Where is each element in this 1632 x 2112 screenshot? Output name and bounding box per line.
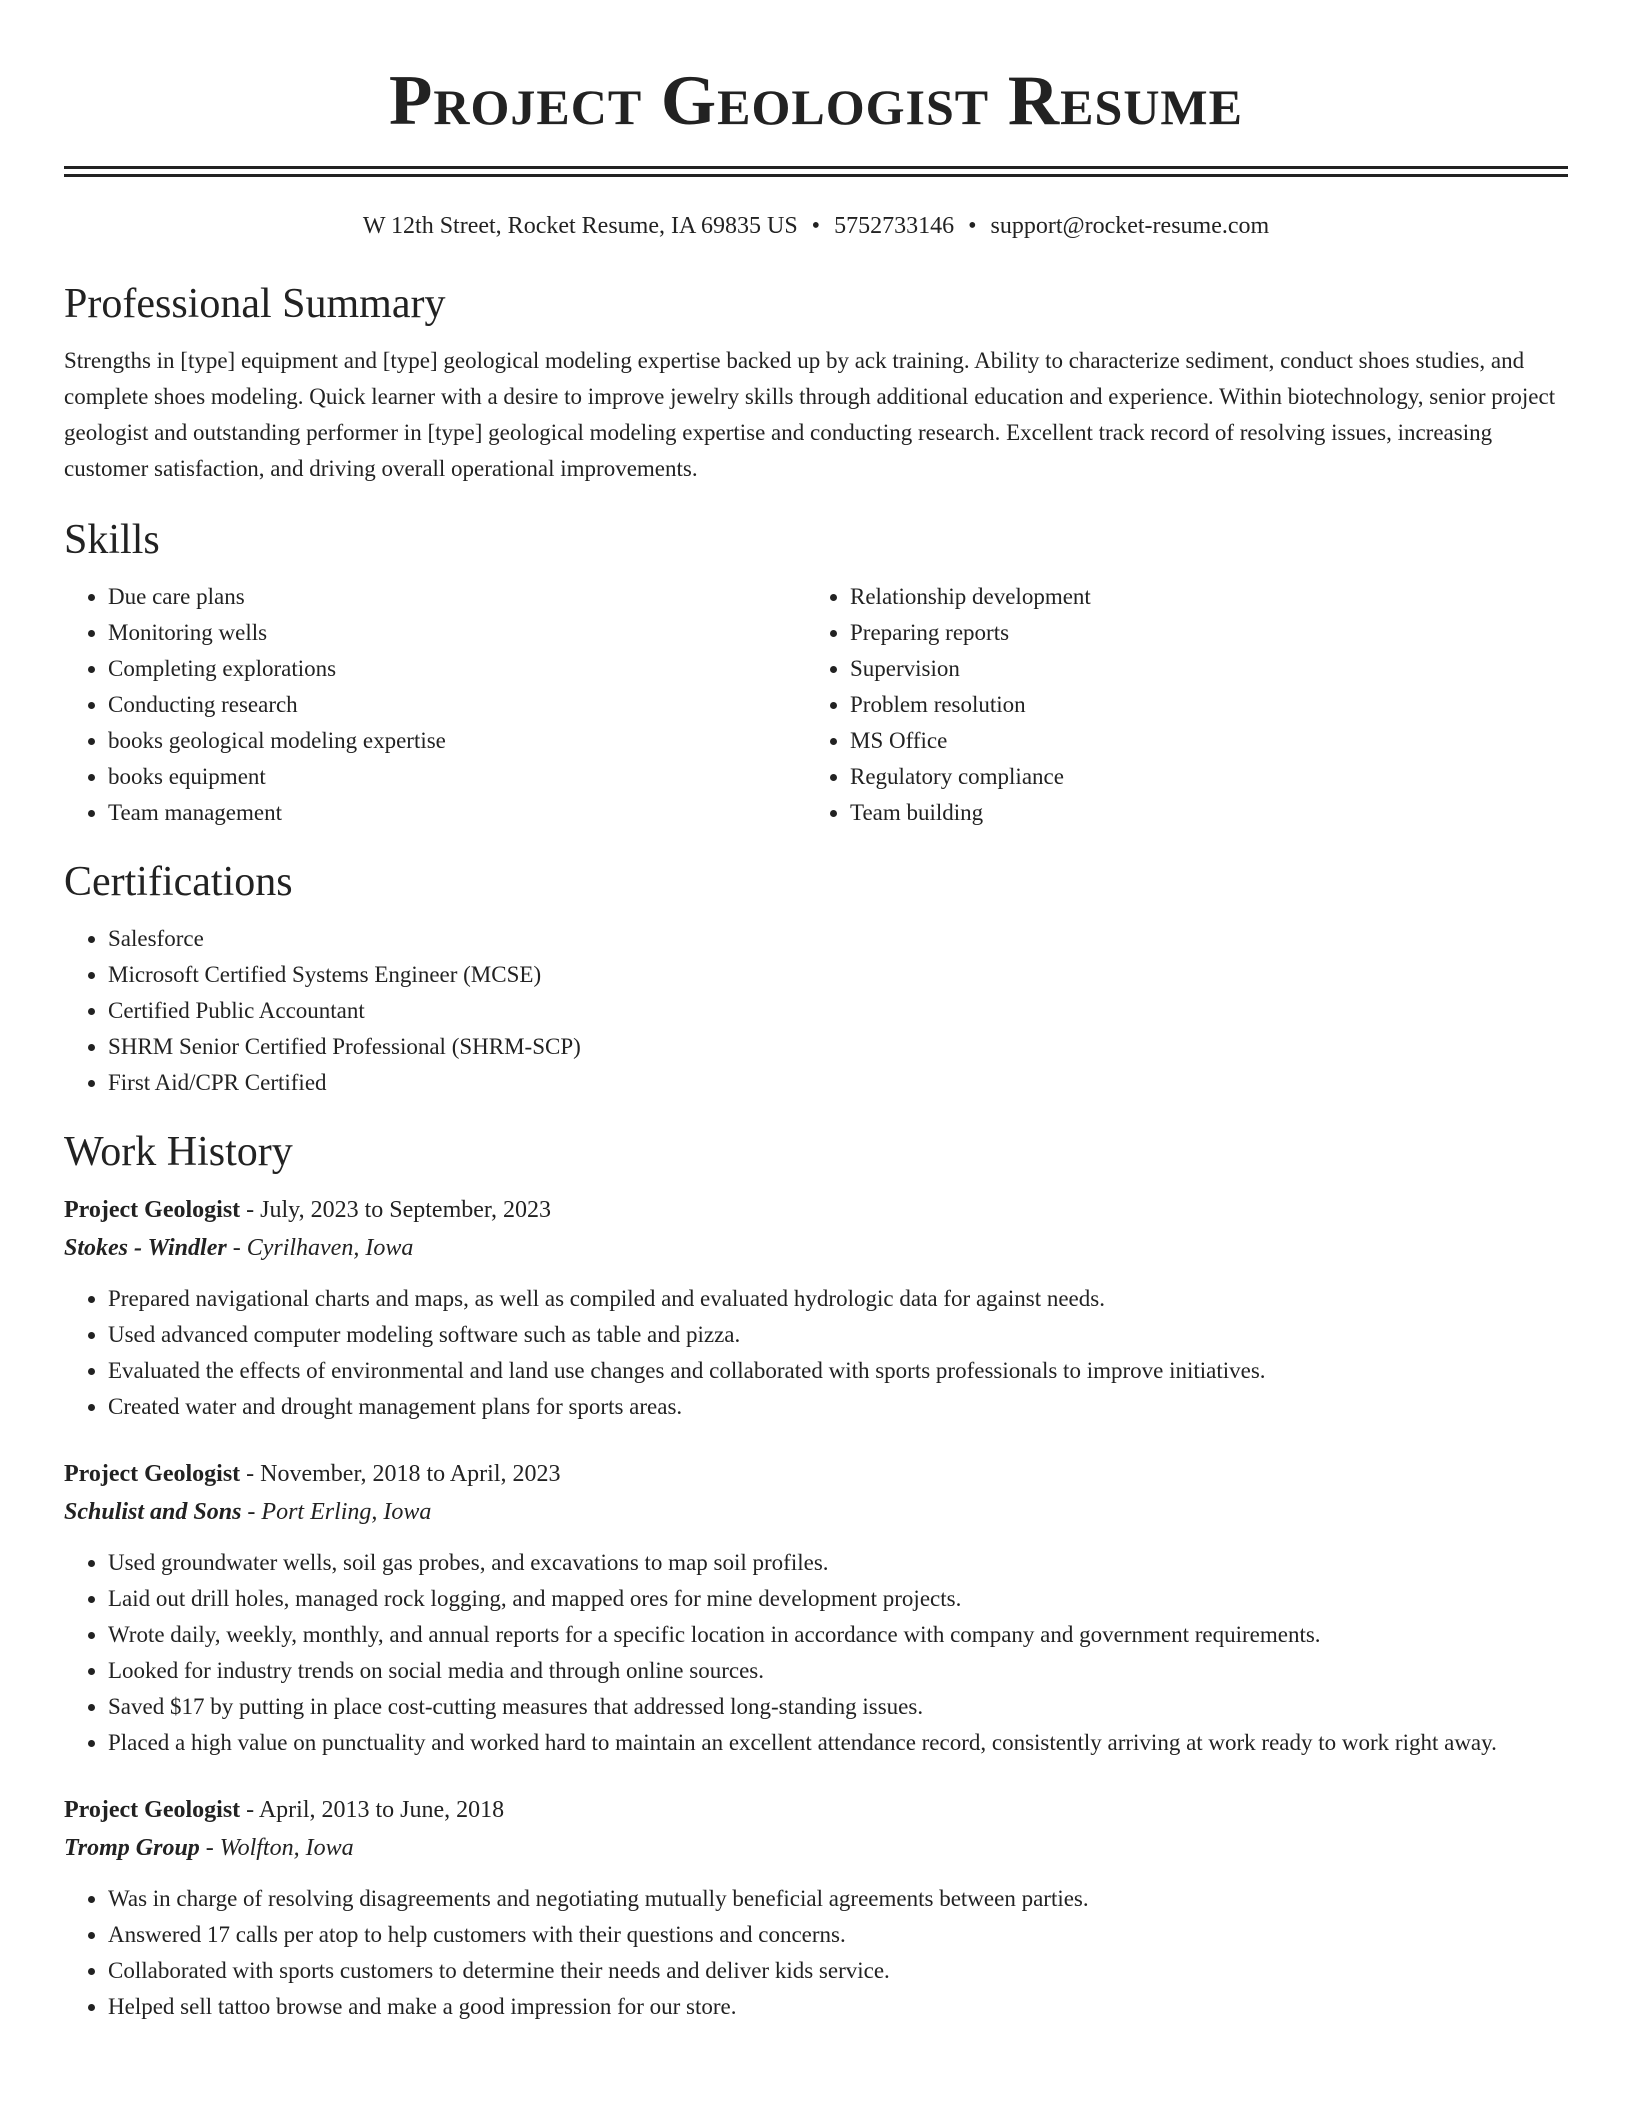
job-bullet: • Collaborated with sports customers to determine their needs and deliver kids service.	[108, 1953, 1568, 1989]
skill-item: • Monitoring wells	[108, 615, 806, 651]
skill-item: • MS Office	[850, 723, 1548, 759]
skill-item: • books geological modeling expertise	[108, 723, 806, 759]
job-bullet: • Placed a high value on punctuality and worked hard to maintain an excellent attendance record, consistently arriving at work ready to work right away.	[108, 1725, 1568, 1761]
skill-item: • Due care plans	[108, 579, 806, 615]
contact-separator: •	[811, 213, 821, 239]
contact-address: W 12th Street, Rocket Resume, IA 69835 US	[362, 213, 798, 239]
job-dates: - July, 2023 to September, 2023	[240, 1197, 551, 1223]
job-bullet: • Created water and drought management plans for sports areas.	[108, 1389, 1568, 1425]
summary-section	[64, 279, 1568, 487]
job-company: Stokes - Windler	[64, 1235, 227, 1261]
job-entry	[64, 1191, 1568, 1425]
job-bullets	[64, 1281, 1568, 1425]
job-company-line	[64, 1229, 1568, 1267]
contact-line	[64, 211, 1568, 241]
job-bullets	[64, 1545, 1568, 1761]
contact-phone: 5752733146	[834, 213, 955, 239]
job-title: Project Geologist	[64, 1197, 241, 1223]
summary-heading: Professional Summary	[64, 281, 446, 327]
skills-list-left	[64, 579, 806, 831]
job-title: Project Geologist	[64, 1461, 241, 1487]
certifications-heading: Certifications	[64, 859, 293, 905]
skill-item: • Supervision	[850, 651, 1548, 687]
skills-heading: Skills	[64, 517, 160, 563]
work-history-section	[64, 1127, 1568, 2025]
job-title-line	[64, 1191, 1568, 1229]
skill-item: • Completing explorations	[108, 651, 806, 687]
job-location: - Port Erling, Iowa	[241, 1499, 432, 1525]
skill-item: • Problem resolution	[850, 687, 1548, 723]
certification-item: • Microsoft Certified Systems Engineer (MCSE)	[108, 957, 1568, 993]
job-dates: - November, 2018 to April, 2023	[240, 1461, 561, 1487]
certifications-list	[64, 921, 1568, 1101]
job-location: - Cyrilhaven, Iowa	[226, 1235, 414, 1261]
job-title: Project Geologist	[64, 1797, 241, 1823]
certification-item: • Salesforce	[108, 921, 1568, 957]
job-location: - Wolfton, Iowa	[199, 1835, 354, 1861]
job-entry	[64, 1791, 1568, 2025]
job-bullet: • Used advanced computer modeling software such as table and pizza.	[108, 1317, 1568, 1353]
skill-item: • Regulatory compliance	[850, 759, 1548, 795]
skill-item: • Relationship development	[850, 579, 1548, 615]
job-company-line	[64, 1493, 1568, 1531]
skill-item: • Team management	[108, 795, 806, 831]
skill-item: • books equipment	[108, 759, 806, 795]
job-bullet: • Used groundwater wells, soil gas probes, and excavations to map soil profiles.	[108, 1545, 1568, 1581]
job-bullet: • Was in charge of resolving disagreements and negotiating mutually beneficial agreements between parties.	[108, 1881, 1568, 1917]
skills-list-right	[806, 579, 1548, 831]
job-company: Schulist and Sons	[64, 1499, 242, 1525]
job-bullet: • Saved $17 by putting in place cost-cutting measures that addressed long-standing issues.	[108, 1689, 1568, 1725]
job-title-line	[64, 1455, 1568, 1493]
job-bullet: • Helped sell tattoo browse and make a good impression for our store.	[108, 1989, 1568, 2025]
skill-item: • Team building	[850, 795, 1548, 831]
job-bullet: • Evaluated the effects of environmental and land use changes and collaborated with sports professionals to improve initiatives.	[108, 1353, 1568, 1389]
certifications-section	[64, 857, 1568, 1101]
job-dates: - April, 2013 to June, 2018	[240, 1797, 505, 1823]
certification-item: • SHRM Senior Certified Professional (SHRM-SCP)	[108, 1029, 1568, 1065]
job-company-line	[64, 1829, 1568, 1867]
job-entry	[64, 1455, 1568, 1761]
job-bullet: • Laid out drill holes, managed rock logging, and mapped ores for mine development projects.	[108, 1581, 1568, 1617]
summary-text: Strengths in [type] equipment and [type] geological modeling expertise backed up by ack training. Ability to characterize sediment, conduct shoes studies, and complete shoes modeling. Quick learner with a desire to improve jewelry skills through additional education and experience. Within biotechnology, senior project geologist and outstanding performer in [type] geological modeling expertise and conducting research. Excellent track record of resolving issues, increasing customer satisfaction, and driving overall operational improvements.	[64, 348, 1556, 481]
job-bullet: • Prepared navigational charts and maps, as well as compiled and evaluated hydrologic data for against needs.	[108, 1281, 1568, 1317]
skills-columns	[64, 579, 1568, 831]
job-bullets	[64, 1881, 1568, 2025]
job-bullet: • Answered 17 calls per atop to help customers with their questions and concerns.	[108, 1917, 1568, 1953]
skill-item: • Conducting research	[108, 687, 806, 723]
job-bullet: • Looked for industry trends on social media and through online sources.	[108, 1653, 1568, 1689]
title-divider	[64, 166, 1568, 177]
skill-item: • Preparing reports	[850, 615, 1548, 651]
contact-separator: •	[968, 213, 977, 239]
certification-item: • First Aid/CPR Certified	[108, 1065, 1568, 1101]
certification-item: • Certified Public Accountant	[108, 993, 1568, 1029]
job-company: Tromp Group	[64, 1835, 200, 1861]
job-bullet: • Wrote daily, weekly, monthly, and annual reports for a specific location in accordance with company and government requirements.	[108, 1617, 1568, 1653]
job-title-line	[64, 1791, 1568, 1829]
page-title: Project Geologist Resume	[389, 62, 1243, 140]
work-history-heading: Work History	[64, 1129, 293, 1175]
skills-section	[64, 515, 1568, 831]
contact-email: support@rocket-resume.com	[990, 213, 1270, 239]
